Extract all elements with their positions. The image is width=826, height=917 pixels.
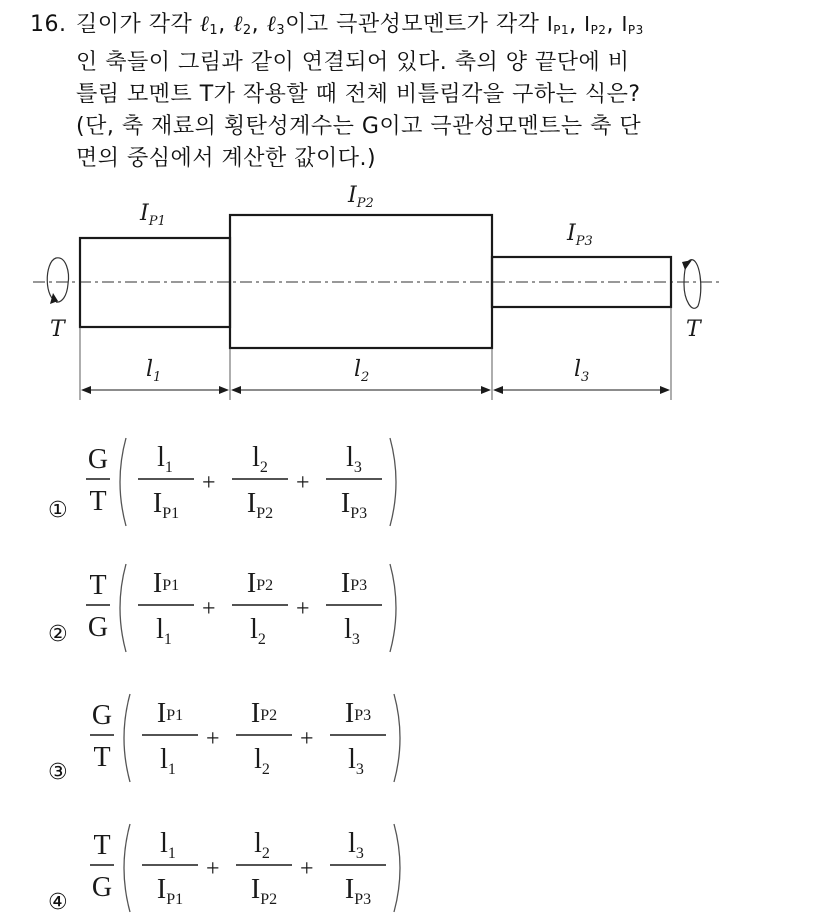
svg-text:T: T [93, 830, 111, 861]
svg-text:IP2: IP2 [250, 698, 278, 729]
length-label-3: $l_3$ [574, 357, 590, 385]
svg-text:T: T [89, 570, 107, 601]
question-line-4: (단, 축 재료의 횡탄성계수는 G이고 극관성모멘트는 축 단 [76, 114, 642, 139]
svg-text:+: + [202, 470, 216, 496]
svg-text:l2: $l_2$ [254, 828, 270, 862]
svg-text:l1: $l_1$ [156, 614, 172, 648]
torque-arrow-left-icon [47, 258, 68, 304]
svg-text:+: + [300, 856, 314, 882]
svg-text:+: + [206, 856, 220, 882]
torque-arrow-right-icon [682, 260, 701, 309]
formula-2 [86, 560, 486, 660]
question-line-2: 인 축들이 그림과 같이 연결되어 있다. 축의 양 끝단에 비 [76, 50, 630, 75]
svg-text:l2: $l_2$ [252, 442, 268, 476]
svg-text:T: T [93, 742, 111, 773]
svg-text:l3: $l_3$ [344, 614, 360, 648]
svg-text:l3: $l_3$ [346, 442, 362, 476]
svg-text:IP3: IP3 [344, 698, 372, 729]
segment-1-label: $I_{P1}$ [140, 201, 166, 229]
svg-text:T: T [89, 486, 107, 517]
choice-marker: ① [48, 498, 68, 523]
torque-label-left: T [50, 317, 65, 342]
stepped-shaft-diagram [0, 180, 826, 420]
svg-text:l1: $l_1$ [160, 744, 176, 778]
question-line-3: 틀림 모멘트 T가 작용할 때 전체 비틀림각을 구하는 식은? [76, 82, 641, 107]
svg-text:G: G [87, 612, 109, 643]
svg-text:+: + [296, 596, 310, 622]
svg-text:IP1: IP1 [152, 568, 180, 599]
svg-text:+: + [300, 726, 314, 752]
svg-text:+: + [202, 596, 216, 622]
svg-text:G: G [91, 872, 113, 903]
segment-3-label: $I_{P3}$ [567, 221, 593, 249]
choice-marker: ② [48, 622, 68, 647]
svg-text:G: G [87, 444, 109, 475]
svg-text:IP3: $I_{P3}$ [344, 874, 372, 908]
question-number: 16. [30, 12, 67, 37]
svg-text:IP1: IP1 [156, 698, 184, 729]
length-label-1: $l_1$ [146, 357, 162, 385]
choice-3[interactable] [48, 686, 468, 786]
svg-text:IP2: IP2 [246, 568, 274, 599]
svg-text:IP1: $I_{P1}$ [152, 488, 180, 522]
svg-text:+: + [296, 470, 310, 496]
svg-text:l3: $l_3$ [348, 744, 364, 778]
formula-4 [86, 814, 486, 917]
choice-4[interactable] [48, 814, 468, 914]
svg-text:l1: $l_1$ [160, 828, 176, 862]
torque-label-right: T [686, 317, 701, 342]
choice-marker: ③ [48, 760, 68, 785]
formula-1 [86, 432, 486, 532]
svg-text:l2: $l_2$ [250, 614, 266, 648]
choice-marker: ④ [48, 890, 68, 915]
question-line-1: 16. 길이가 각각 ℓ$_1$, ℓ$_2$, ℓ$_3$이고 극관성모멘트가 각각 $I_{P1}$, $I_{P2}$, $I_{P3}$ [30, 8, 810, 47]
svg-text:G: G [91, 700, 113, 731]
svg-text:IP2: $I_{P2}$ [246, 488, 274, 522]
svg-text:l3: $l_3$ [348, 828, 364, 862]
svg-text:l1: $l_1$ [157, 442, 173, 476]
question-line-5: 면의 중심에서 계산한 값이다.) [76, 146, 377, 171]
svg-text:IP2: $I_{P2}$ [250, 874, 278, 908]
segment-2-label: $I_{P2}$ [348, 183, 374, 211]
choice-1[interactable] [48, 432, 468, 532]
svg-text:IP1: $I_{P1}$ [156, 874, 184, 908]
svg-text:IP3: $I_{P3}$ [340, 488, 368, 522]
question-stem [30, 8, 810, 175]
svg-text:IP3: IP3 [340, 568, 368, 599]
svg-text:l2: $l_2$ [254, 744, 270, 778]
svg-text:+: + [206, 726, 220, 752]
length-label-2: $l_2$ [354, 357, 370, 385]
choice-2[interactable] [48, 560, 468, 660]
formula-3 [86, 686, 486, 786]
